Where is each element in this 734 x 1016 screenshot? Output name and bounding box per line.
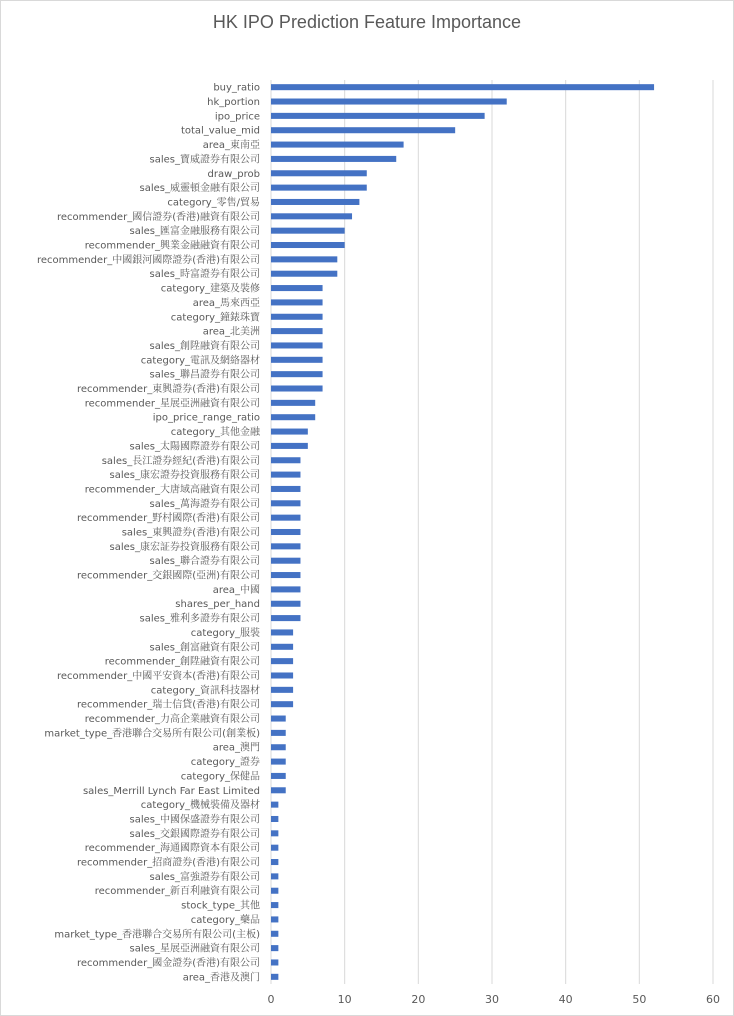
category-label: market_type_香港聯合交易所有限公司(主板) [54, 929, 260, 941]
category-label: recommender_國信證券(香港)融資有限公司 [56, 211, 260, 223]
bar [271, 744, 286, 750]
category-label: area_東南亞 [202, 140, 260, 152]
bar [271, 586, 300, 592]
bar [271, 859, 278, 865]
bar [271, 213, 352, 219]
category-label: category_鐘錶珠寶 [170, 312, 260, 324]
category-label: recommender_新百利融資有限公司 [94, 886, 260, 898]
bar [271, 687, 293, 693]
category-label: shares_per_hand [175, 599, 260, 611]
category-label: area_澳門 [212, 742, 260, 754]
bar [271, 156, 396, 162]
bar [271, 515, 300, 521]
category-label: sales_聯合證券有限公司 [149, 556, 260, 568]
category-label: sales_康宏證券投資服務有限公司 [109, 470, 260, 482]
bar [271, 500, 300, 506]
category-label: recommender_瑞士信貸(香港)有限公司 [76, 699, 260, 711]
bar [271, 142, 404, 148]
bar [271, 716, 286, 722]
x-tick-label: 60 [706, 993, 720, 1006]
x-tick-label: 10 [337, 993, 352, 1006]
category-label: sales_聯昌證券有限公司 [149, 369, 260, 381]
category-label: recommender_海通國際資本有限公司 [84, 843, 260, 855]
bar [271, 414, 315, 420]
category-label: hk_portion [207, 97, 260, 109]
bar [271, 429, 308, 435]
category-label: sales_星展亞洲融資有限公司 [129, 943, 260, 955]
bar [271, 629, 293, 635]
bar [271, 672, 293, 678]
category-label: recommender_交銀國際(亞洲)有限公司 [76, 570, 260, 582]
bar [271, 759, 286, 765]
category-label: total_value_mid [180, 125, 260, 137]
bar [271, 845, 278, 851]
category-label: recommender_招商證券(香港)有限公司 [76, 857, 260, 869]
bar [271, 400, 315, 406]
category-label: sales_雅利多證券有限公司 [139, 613, 260, 625]
bar [271, 529, 300, 535]
category-label: sales_長江證券經紀(香港)有限公司 [101, 455, 260, 467]
category-label: ipo_price_range_ratio [152, 412, 260, 424]
bar [271, 830, 278, 836]
category-label: stock_type_其他 [181, 900, 260, 912]
category-label: sales_康宏証券投資服務有限公司 [109, 541, 260, 553]
category-label: sales_中國保盛證券有限公司 [129, 814, 260, 826]
bar [271, 228, 345, 234]
bar [271, 974, 278, 980]
bar [271, 558, 300, 564]
bar [271, 84, 654, 90]
x-tick-label: 0 [267, 993, 275, 1006]
bar [271, 314, 323, 320]
bar [271, 730, 286, 736]
bar [271, 916, 278, 922]
category-label: sales_匯富金融服務有限公司 [129, 226, 260, 238]
bar [271, 543, 300, 549]
category-label: area_馬來西亞 [192, 297, 260, 309]
category-label: category_建築及裝修 [160, 283, 260, 295]
bar [271, 285, 323, 291]
x-tick-label: 20 [411, 993, 426, 1006]
category-label: recommender_中國銀河國際證券(香港)有限公司 [36, 254, 260, 266]
bar [271, 902, 278, 908]
bar [271, 127, 455, 133]
bar [271, 802, 278, 808]
bar [271, 888, 278, 894]
category-label: draw_prob [207, 168, 260, 180]
bar [271, 357, 323, 363]
bar [271, 773, 286, 779]
category-label: recommender_興業金融融資有限公司 [84, 240, 260, 252]
bar [271, 658, 293, 664]
category-label: category_其他金融 [170, 427, 260, 439]
x-tick-label: 40 [558, 993, 573, 1006]
category-label: sales_富強證券有限公司 [149, 871, 260, 883]
bar [271, 873, 278, 879]
bar [271, 443, 308, 449]
category-label: ipo_price [214, 111, 260, 123]
bar [271, 945, 278, 951]
bar [271, 170, 367, 176]
bar [271, 816, 278, 822]
bar [271, 472, 300, 478]
bar [271, 457, 300, 463]
category-label: sales_東興證券(香港)有限公司 [121, 527, 260, 539]
category-label: area_北美洲 [202, 326, 260, 338]
category-label: sales_太陽國際證券有限公司 [129, 441, 260, 453]
chart-title: HK IPO Prediction Feature Importance [212, 12, 522, 32]
category-label: recommender_星展亞洲融資有限公司 [84, 398, 260, 410]
category-label: buy_ratio [213, 82, 260, 94]
bar [271, 242, 345, 248]
x-tick-label: 50 [632, 993, 647, 1006]
category-label: sales_創陞融資有限公司 [149, 340, 260, 352]
bar [271, 299, 323, 305]
bar [271, 271, 337, 277]
category-label: sales_威靈頓金融有限公司 [139, 183, 260, 195]
bar [271, 644, 293, 650]
category-label: category_保健品 [180, 771, 260, 783]
bar [271, 385, 323, 391]
category-label: sales_時富證券有限公司 [149, 269, 260, 281]
category-label: recommender_力高企業融資有限公司 [84, 714, 260, 726]
category-label: category_證券 [190, 757, 260, 769]
bar [271, 486, 300, 492]
category-label: sales_創富融資有限公司 [149, 642, 260, 654]
bar [271, 99, 507, 105]
bar [271, 615, 300, 621]
category-label: market_type_香港聯合交易所有限公司(創業板) [44, 728, 260, 740]
category-label: recommender_野村國際(香港)有限公司 [76, 513, 260, 525]
category-label: area_中國 [212, 584, 260, 596]
category-label: recommender_國金證券(香港)有限公司 [76, 957, 260, 969]
bar [271, 701, 293, 707]
category-label: category_藥品 [190, 914, 260, 926]
bar [271, 787, 286, 793]
category-label: sales_Merrill Lynch Far East Limited [82, 785, 260, 797]
bar [271, 328, 323, 334]
category-label: recommender_東興證券(香港)有限公司 [76, 384, 260, 396]
category-label: category_機械裝備及器材 [140, 800, 260, 812]
bar [271, 342, 323, 348]
bar [271, 931, 278, 937]
category-label: category_資訊科技器材 [150, 685, 260, 697]
category-label: category_零售/貿易 [167, 197, 260, 209]
bar [271, 185, 367, 191]
category-label: area_香港及澳门 [182, 972, 260, 984]
category-label: category_服裝 [190, 627, 260, 639]
category-label: recommender_中國平安資本(香港)有限公司 [56, 670, 260, 682]
category-label: category_電訊及網絡器材 [140, 355, 260, 367]
x-tick-label: 30 [485, 993, 499, 1006]
bar [271, 371, 323, 377]
category-label: recommender_創陞融資有限公司 [104, 656, 260, 668]
bar [271, 199, 359, 205]
bar [271, 959, 278, 965]
category-label: recommender_大唐域高融資有限公司 [84, 484, 260, 496]
category-label: sales_交銀國際證券有限公司 [129, 828, 260, 840]
bar [271, 256, 337, 262]
category-label: sales_萬海證券有限公司 [149, 498, 260, 510]
bar [271, 113, 485, 119]
bar [271, 572, 300, 578]
bar [271, 601, 300, 607]
category-label: sales_寶威證券有限公司 [149, 154, 260, 166]
